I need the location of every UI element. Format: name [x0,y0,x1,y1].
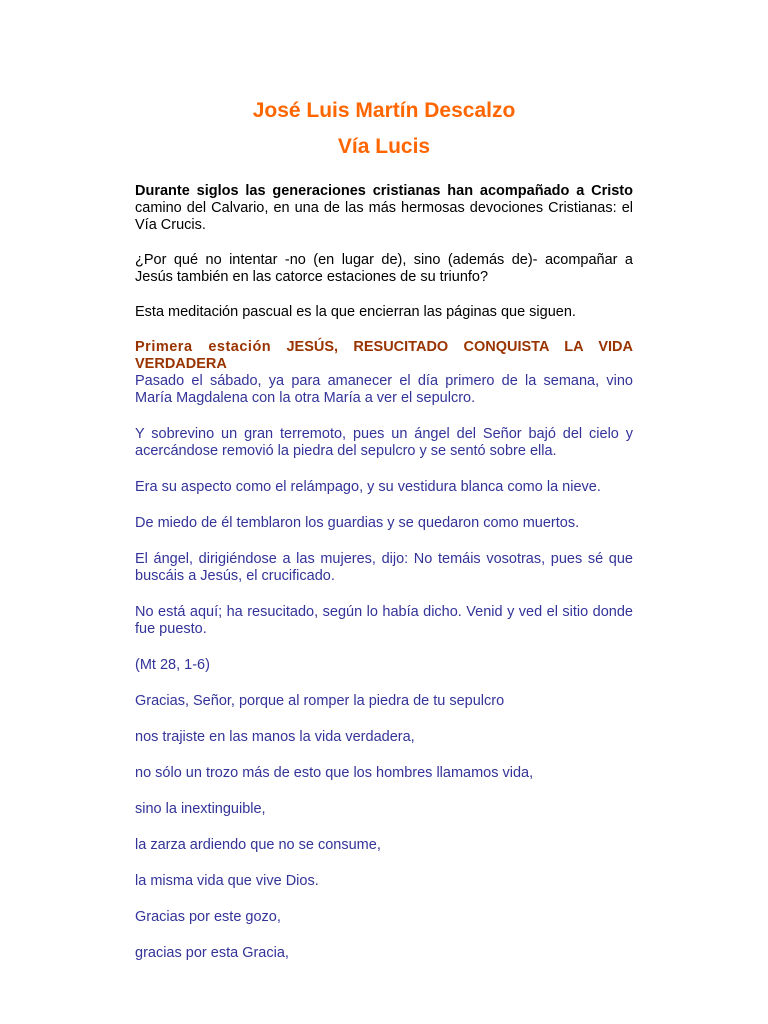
intro-text: camino del Calvario, en una de las más hermosas devociones Cristianas: el Vía Crucis. [135,200,633,233]
prayer-line: Gracias, Señor, porque al romper la piedra de tu sepulcro [135,693,505,709]
prayer-line: nos trajiste en las manos la vida verdadera, [135,729,415,745]
gospel-verse: El ángel, dirigiéndose a las mujeres, dijo: No temáis vosotras, pues sé que buscáis a Jesús, el crucificado. [135,551,633,584]
author-heading: José Luis Martín Descalzo [252,99,516,122]
gospel-verse: Pasado el sábado, ya para amanecer el día primero de la semana, vino María Magdalena con la otra María a ver el sepulcro. [135,373,633,406]
gospel-verse: No está aquí; ha resucitado, según lo había dicho. Venid y ved el sitio donde fue puesto. [135,604,633,637]
document-page [135,0,633,962]
document-title: Vía Lucis [337,135,431,158]
station-title: JESÚS, RESUCITADO CONQUISTA LA VIDA VERDADERA [135,339,633,372]
gospel-verse: Y sobrevino un gran terremoto, pues un ángel del Señor bajó del cielo y acercándose removió la piedra del sepulcro y se sentó sobre ella. [135,426,633,459]
prayer-line: la misma vida que vive Dios. [135,873,319,889]
station-label: Primera estación [135,339,272,355]
gospel-verse: De miedo de él temblaron los guardias y se quedaron como muertos. [135,515,580,531]
prayer-line: sino la inextinguible, [135,801,266,817]
intro-paragraph-1 [135,183,633,234]
prayer-line: gracias por esta Gracia, [135,945,289,961]
prayer-line: Gracias por este gozo, [135,909,281,925]
intro-paragraph-3: Esta meditación pascual es la que encierran las páginas que siguen. [135,304,576,320]
prayer-line: no sólo un trozo más de esto que los hombres llamamos vida, [135,765,534,781]
intro-bold-text: Durante siglos las generaciones cristianas han acompañado a Cristo [135,183,633,199]
intro-paragraph-2: ¿Por qué no intentar -no (en lugar de), sino (además de)- acompañar a Jesús también en las catorce estaciones de su triunfo? [135,252,633,285]
scripture-reference: (Mt 28, 1-6) [135,657,210,673]
prayer-line: la zarza ardiendo que no se consume, [135,837,381,853]
gospel-verse: Era su aspecto como el relámpago, y su vestidura blanca como la nieve. [135,479,601,495]
station-heading [135,339,633,373]
